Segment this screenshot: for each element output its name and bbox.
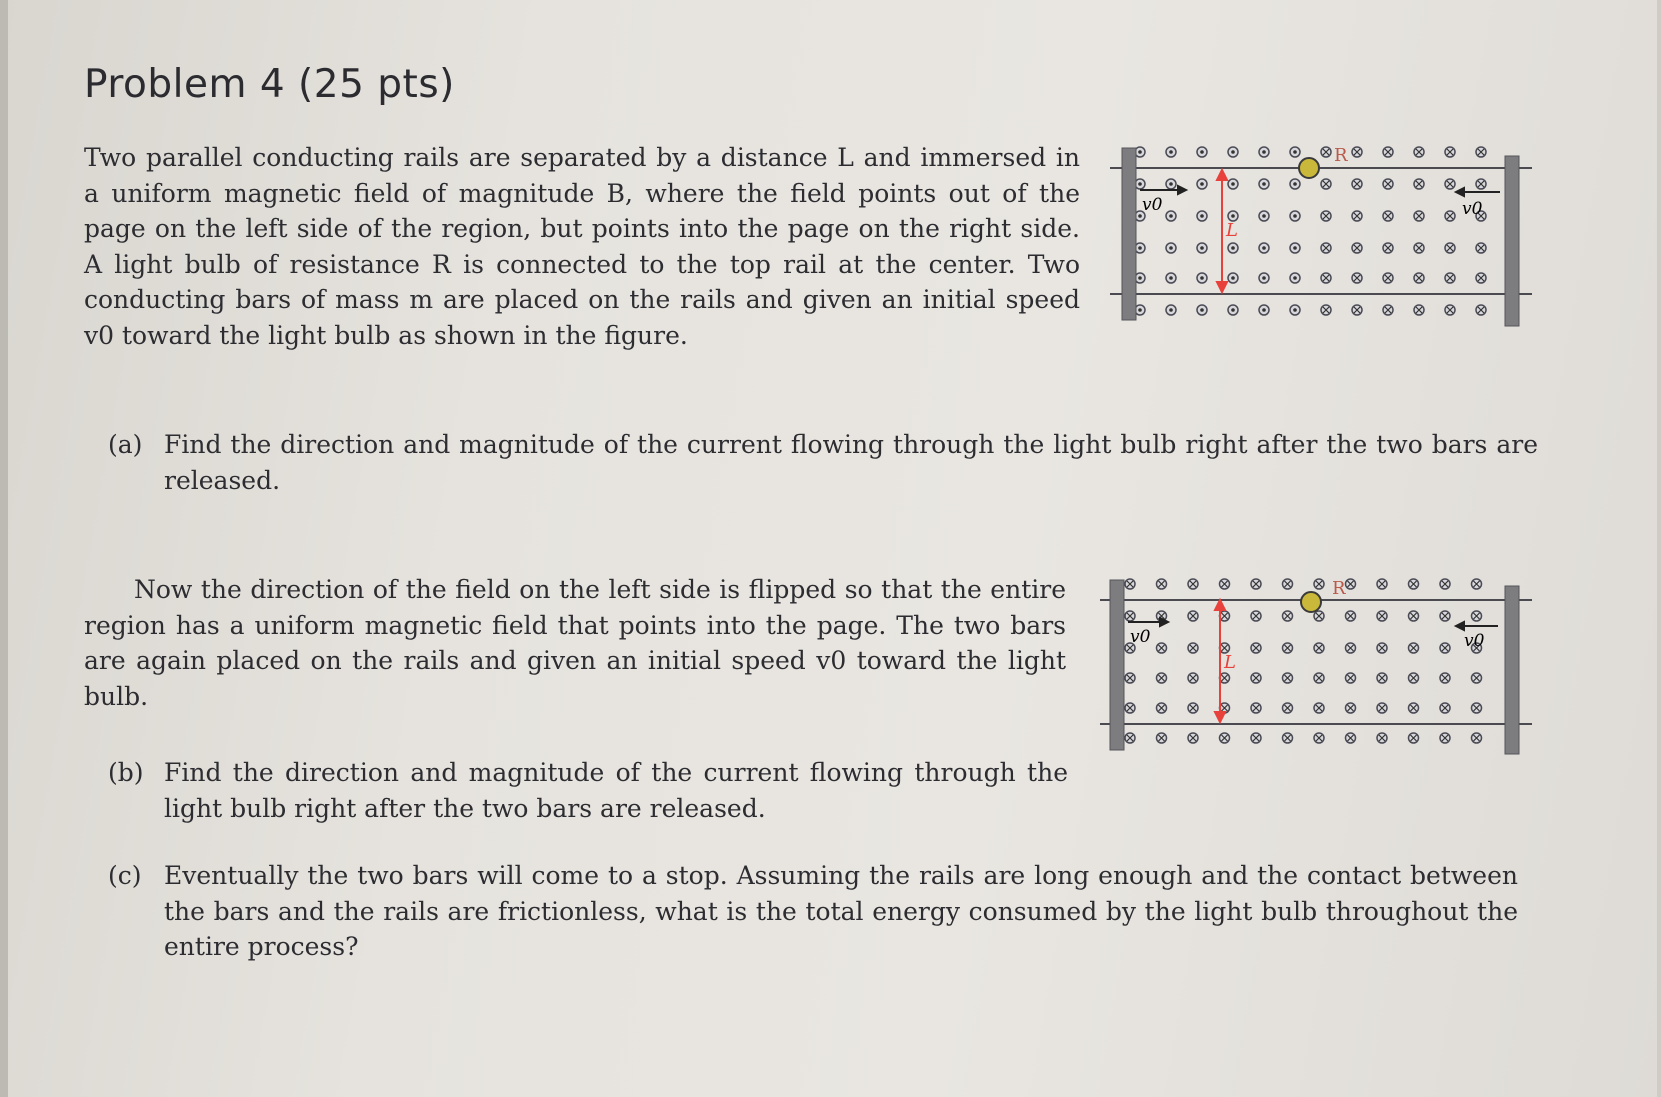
- question-a-label: (a): [108, 430, 143, 459]
- light-bulb-icon: [1301, 592, 1321, 612]
- question-c: [108, 858, 1518, 965]
- figure-2-rails-diagram: [1100, 572, 1532, 772]
- velocity-label-left: v0: [1142, 195, 1163, 215]
- problem-title: Problem 4 (25 pts): [84, 62, 455, 107]
- question-b: [108, 755, 1068, 826]
- resistor-label: R: [1334, 145, 1348, 166]
- length-label: L: [1226, 220, 1238, 241]
- velocity-arrow-right: [1456, 188, 1500, 196]
- left-bar: [1122, 148, 1136, 320]
- second-setup: Now the direction of the field on the left side is flipped so that the entire region has a uniform magnetic field that points into the page. The two bars are again placed on the rails and given an initial speed v0 toward the light bulb.: [84, 575, 1066, 711]
- page-edge-left: [0, 0, 8, 1097]
- velocity-label-right: v0: [1462, 199, 1483, 219]
- light-bulb-icon: [1299, 158, 1319, 178]
- question-c-label: (c): [108, 861, 142, 890]
- question-c-text: Eventually the two bars will come to a stop. Assuming the rails are long enough and the contact between the bars and the rails are frictionless, what is the total energy consumed by the light bulb throughout the entire process?: [164, 861, 1518, 961]
- velocity-arrow-right: [1456, 622, 1498, 630]
- velocity-label-right: v0: [1464, 631, 1485, 651]
- figure-1-rails-diagram: [1110, 140, 1532, 350]
- problem-intro: Two parallel conducting rails are separated by a distance L and immersed in a uniform magnetic field of magnitude B, where the field points out of the page on the left side of the region, but points into the page on the right side. A light bulb of resistance R is connected to the top rail at the center. Two conducting bars of mass m are placed on the rails and given an initial speed v0 toward the light bulb as shown in the figure.: [84, 143, 1080, 350]
- velocity-arrow-left: [1140, 186, 1186, 194]
- question-a-text: Find the direction and magnitude of the current flowing through the light bulb right after the two bars are released.: [164, 430, 1538, 495]
- question-a: [108, 427, 1538, 498]
- right-bar: [1505, 156, 1519, 326]
- velocity-label-left: v0: [1130, 627, 1151, 647]
- left-bar: [1110, 580, 1124, 750]
- right-bar: [1505, 586, 1519, 754]
- question-b-text: Find the direction and magnitude of the current flowing through the light bulb right after the two bars are released.: [164, 758, 1068, 823]
- resistor-label: R: [1332, 578, 1346, 599]
- question-b-label: (b): [108, 758, 144, 787]
- length-label: L: [1224, 652, 1236, 673]
- page-edge-right: [1657, 0, 1661, 1097]
